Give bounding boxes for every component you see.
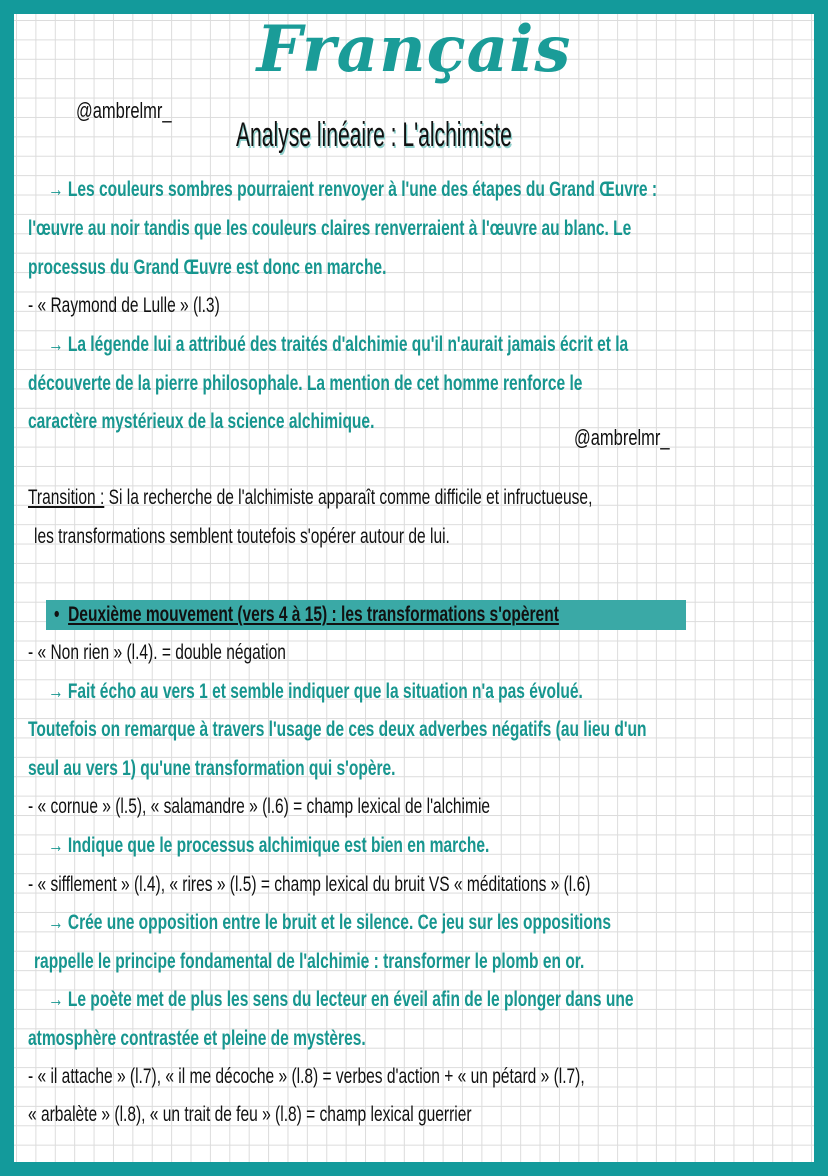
page-title: Français: [256, 12, 572, 87]
transition-text: Si la recherche de l'alchimiste apparaît comme difficile et infructueuse,: [104, 486, 593, 509]
quote-line: - « Raymond de Lulle » (l.3): [28, 294, 220, 317]
bullet-icon: •: [54, 603, 69, 626]
author-handle: @ambrelmr_: [574, 425, 670, 450]
note-line: caractère mystérieux de la science alchimique.: [28, 410, 375, 433]
note-line: découverte de la pierre philosophale. La mention de cet homme renforce le: [28, 372, 583, 395]
quote-line: - « sifflement » (l.4), « rires » (l.5) = champ lexical du bruit VS « méditations » (l.6): [28, 873, 591, 896]
note-line: → Les couleurs sombres pourraient renvoyer à l'une des étapes du Grand Œuvre :: [48, 178, 658, 201]
note-line: atmosphère contrastée et pleine de mystères.: [28, 1027, 366, 1050]
quote-line: - « cornue » (l.5), « salamandre » (l.6) = champ lexical de l'alchimie: [28, 795, 491, 818]
subtitle: Analyse linéaire : L'alchimiste: [236, 116, 512, 154]
note-line: → Indique que le processus alchimique est bien en marche.: [48, 834, 490, 857]
note-line: → La légende lui a attribué des traités d'alchimie qu'il n'aurait jamais écrit et la: [48, 333, 629, 356]
note-line: seul au vers 1) qu'une transformation qui s'opère.: [28, 757, 396, 780]
transition-label: Transition :: [28, 486, 105, 509]
note-line: rappelle le principe fondamental de l'alchimie : transformer le plomb en or.: [34, 950, 585, 973]
quote-line: - « Non rien » (l.4). = double négation: [28, 641, 286, 664]
transition-line: [28, 485, 592, 511]
transition-line: les transformations semblent toutefois s'opérer autour de lui.: [34, 525, 450, 548]
note-line: l'œuvre au noir tandis que les couleurs claires renverraient à l'œuvre au blanc. Le: [28, 217, 632, 240]
section-heading: • Deuxième mouvement (vers 4 à 15) : les transformations s'opèrent: [54, 603, 559, 626]
note-line: → Fait écho au vers 1 et semble indiquer que la situation n'a pas évolué.: [48, 680, 583, 703]
note-line: processus du Grand Œuvre est donc en marche.: [28, 256, 387, 279]
note-line: → Crée une opposition entre le bruit et le silence. Ce jeu sur les oppositions: [48, 911, 612, 934]
note-line: → Le poète met de plus les sens du lecteur en éveil afin de le plonger dans une: [48, 988, 634, 1011]
author-handle: @ambrelmr_: [76, 98, 172, 123]
quote-line: - « il attache » (l.7), « il me décoche » (l.8) = verbes d'action + « un pétard » (l.7),: [28, 1065, 585, 1088]
note-line: Toutefois on remarque à travers l'usage de ces deux adverbes négatifs (au lieu d'un: [28, 718, 647, 741]
quote-line: « arbalète » (l.8), « un trait de feu » (l.8) = champ lexical guerrier: [28, 1103, 472, 1126]
